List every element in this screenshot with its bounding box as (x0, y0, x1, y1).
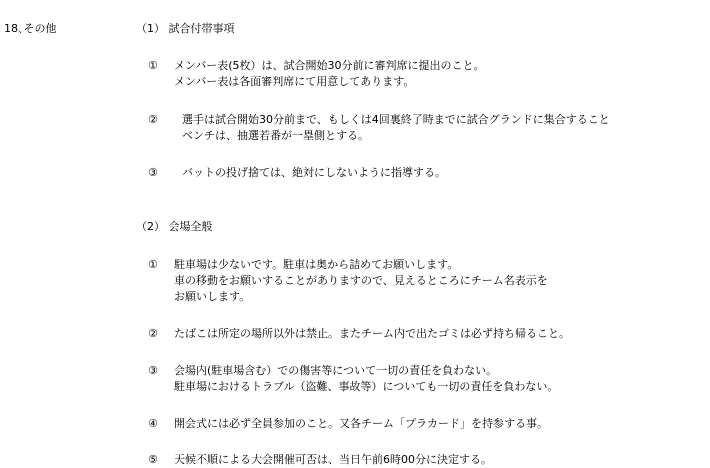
item-text: バットの投げ捨ては、絶対にしないように指導する。 (182, 166, 446, 179)
subsection-2-heading: （2） 会場全般 (136, 220, 213, 233)
item-text: 駐車場におけるトラブル（盗難、事故等）についても一切の責任を負わない。 (174, 380, 559, 393)
item-text: お願いします。 (174, 290, 251, 303)
item-marker: ③ (148, 364, 158, 377)
item-text: 駐車場は少ないです。駐車は奥から詰めてお願いします。 (174, 258, 459, 271)
item-marker: ③ (148, 166, 158, 179)
item-text: ベンチは、抽選若番が一塁側とする。 (182, 129, 369, 142)
item-marker: ④ (148, 417, 158, 430)
item-marker: ① (148, 258, 158, 271)
item-text: メンバー表は各面審判席にて用意してあります。 (174, 75, 415, 88)
item-text: たばこは所定の場所以外は禁止。またチーム内で出たゴミは必ず持ち帰ること。 (174, 327, 570, 340)
item-text: 車の移動をお願いすることがありますので、見えるところにチーム名表示を (174, 274, 548, 287)
item-marker: ⑤ (148, 453, 158, 466)
item-text: 開会式には必ず全員参加のこと。又各チーム「プラカード」を持参する事。 (174, 417, 548, 430)
item-marker: ② (148, 113, 158, 126)
section-number: 18､その他 (4, 22, 57, 35)
item-text: 会場内(駐車場含む）での傷害等について一切の責任を負わない。 (174, 364, 498, 377)
subsection-1-heading: （1） 試合付帯事項 (136, 22, 235, 35)
item-text: 選手は試合開始30分前まで、もしくは4回裏終了時までに試合グランドに集合すること (182, 113, 610, 126)
item-text: メンバー表(5枚）は、試合開始30分前に審判席に提出のこと。 (174, 59, 485, 72)
item-marker: ② (148, 327, 158, 340)
item-marker: ① (148, 59, 158, 72)
item-text: 天候不順による大会開催可否は、当日午前6時00分に決定する。 (174, 453, 492, 466)
